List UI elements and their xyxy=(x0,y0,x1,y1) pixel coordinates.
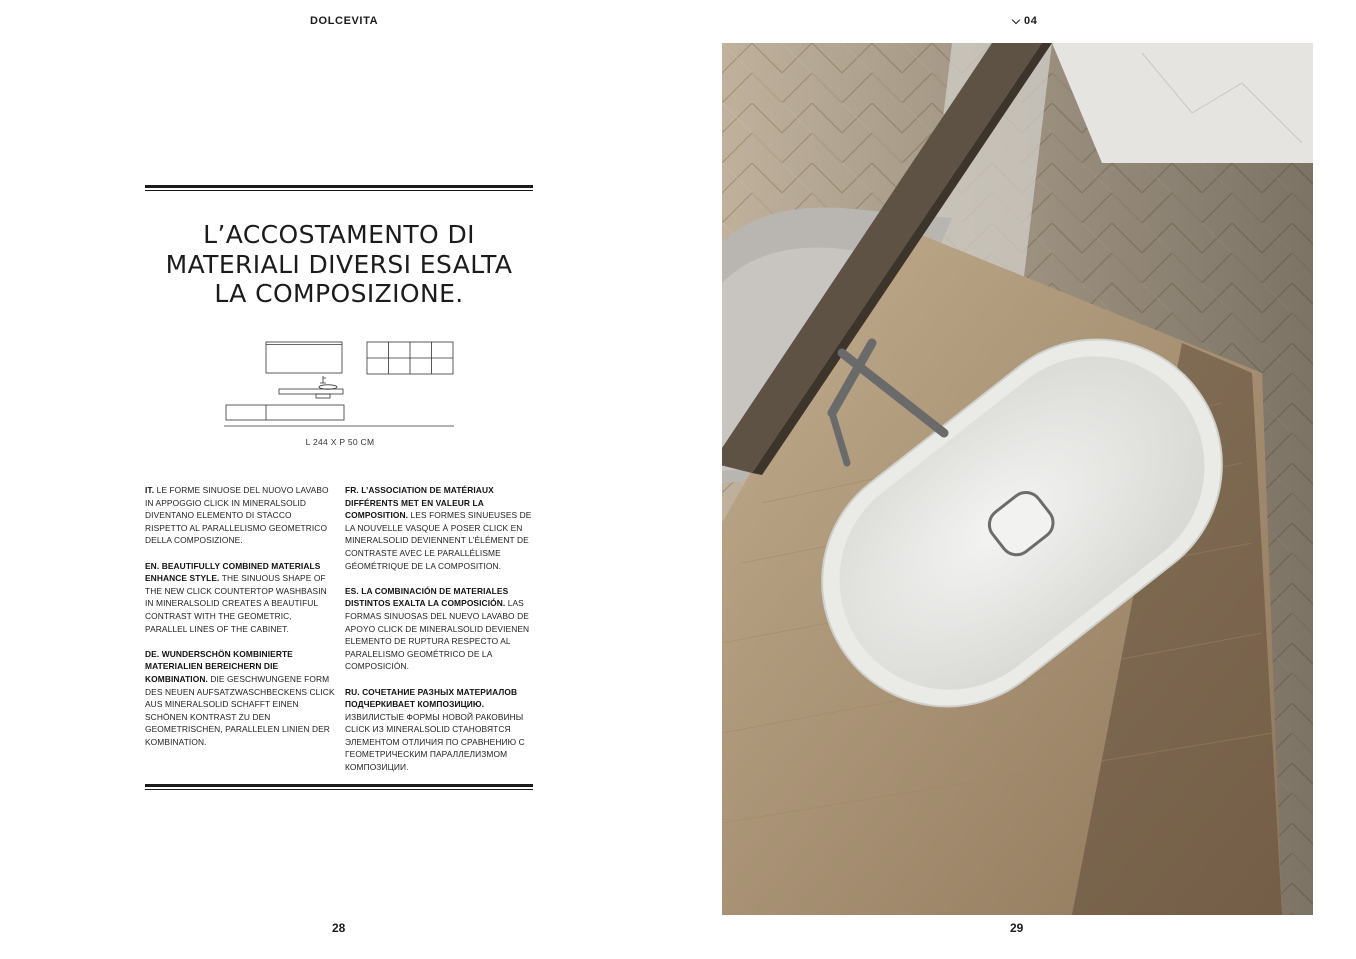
headline-line: MATERIALI DIVERSI ESALTA xyxy=(165,249,513,279)
paragraph-es: ES. LA COMBINACIÓN DE MATERIALES DISTINTOS EXALTA LA COMPOSICIÓN. LAS FORMAS SINUOSAS DEL NUEVO LAVABO DE APOYO CLICK DE MINERALSOLID DEVIENEN ELEMENTO DE RUPTURA RESPECTO AL PARALELISMO GEOMÉTRICO DE LA COMPOSICIÓN. xyxy=(345,585,530,672)
cabinet-drawing xyxy=(226,405,344,420)
headline xyxy=(145,220,533,309)
brand-name: DOLCEVITA xyxy=(310,15,379,27)
top-shelf-drawing xyxy=(279,389,343,394)
section-number: 04 xyxy=(1024,15,1038,27)
mirror-drawing xyxy=(266,342,342,373)
text-column-right xyxy=(345,484,535,786)
washbasin-photo xyxy=(722,43,1313,915)
page-number-right: 29 xyxy=(1010,921,1024,935)
page-number-left: 28 xyxy=(332,921,346,935)
chevron-down-icon xyxy=(1012,15,1020,23)
paragraph-fr: FR. L’ASSOCIATION DE MATÉRIAUX DIFFÉRENTS MET EN VALEUR LA COMPOSITION. LES FORMES SINUEUSES DE LA NOUVELLE VASQUE À POSER CLICK EN MINERALSOLID DEVIENNENT L’ÉLÉMENT DE CONTRASTE AVEC LE PARALLÉLISME GÉOMÉTRIQUE DE LA COMPOSITION. xyxy=(345,485,532,571)
top-divider xyxy=(145,185,533,191)
composition-diagram xyxy=(224,338,456,434)
paragraph-en: EN. BEAUTIFULLY COMBINED MATERIALS ENHANCE STYLE. THE SINUOUS SHAPE OF THE NEW CLICK COUNTERTOP WASHBASIN IN MINERALSOLID CREATES A BEAUTIFUL CONTRAST WITH THE GEOMETRIC, PARALLEL LINES OF THE CABINET. xyxy=(145,560,327,634)
bottom-divider xyxy=(145,784,533,790)
paragraph-it: IT. LE FORME SINUOSE DEL NUOVO LAVABO IN APPOGGIO CLICK IN MINERALSOLID DIVENTANO ELEMENTO DI STACCO RISPETTO AL PARALLELISMO GEOMETRICO DELLA COMPOSIZIONE. xyxy=(145,485,329,546)
paragraph-ru: RU. СОЧЕТАНИЕ РАЗНЫХ МАТЕРИАЛОВ ПОДЧЕРКИВАЕТ КОМПОЗИЦИЮ. ИЗВИЛИСТЫЕ ФОРМЫ НОВОЙ РАКОВИНЫ CLICK ИЗ MINERALSOLID СТАНОВЯТСЯ ЭЛЕМЕНТОМ ОТЛИЧИЯ ПО СРАВНЕНИЮ С ГЕОМЕТРИЧЕСКИМ ПАРАЛЛЕЛИЗМОМ КОМПОЗИЦИИ. xyxy=(345,686,525,773)
text-column-left xyxy=(145,484,335,761)
section-indicator xyxy=(1013,15,1037,27)
headline-line: L’ACCOSTAMENTO DI xyxy=(203,220,475,249)
dimensions-label: L 244 X P 50 CM xyxy=(305,437,375,447)
paragraph-de: DE. WUNDERSCHÖN KOMBINIERTE MATERIALIEN BEREICHERN DIE KOMBINATION. DIE GESCHWUNGENE FORM DES NEUEN AUFSATZWASCHBECKENS CLICK AUS MINERALSOLID SCHAFFT EINEN SCHÖNEN KONTRAST ZU DEN GEOMETRISCHEN, PARALLELEN LINIEN DER KOMBINATION. xyxy=(145,648,335,747)
basin-drawing xyxy=(319,385,337,389)
headline-line: LA COMPOSIZIONE. xyxy=(214,279,464,308)
